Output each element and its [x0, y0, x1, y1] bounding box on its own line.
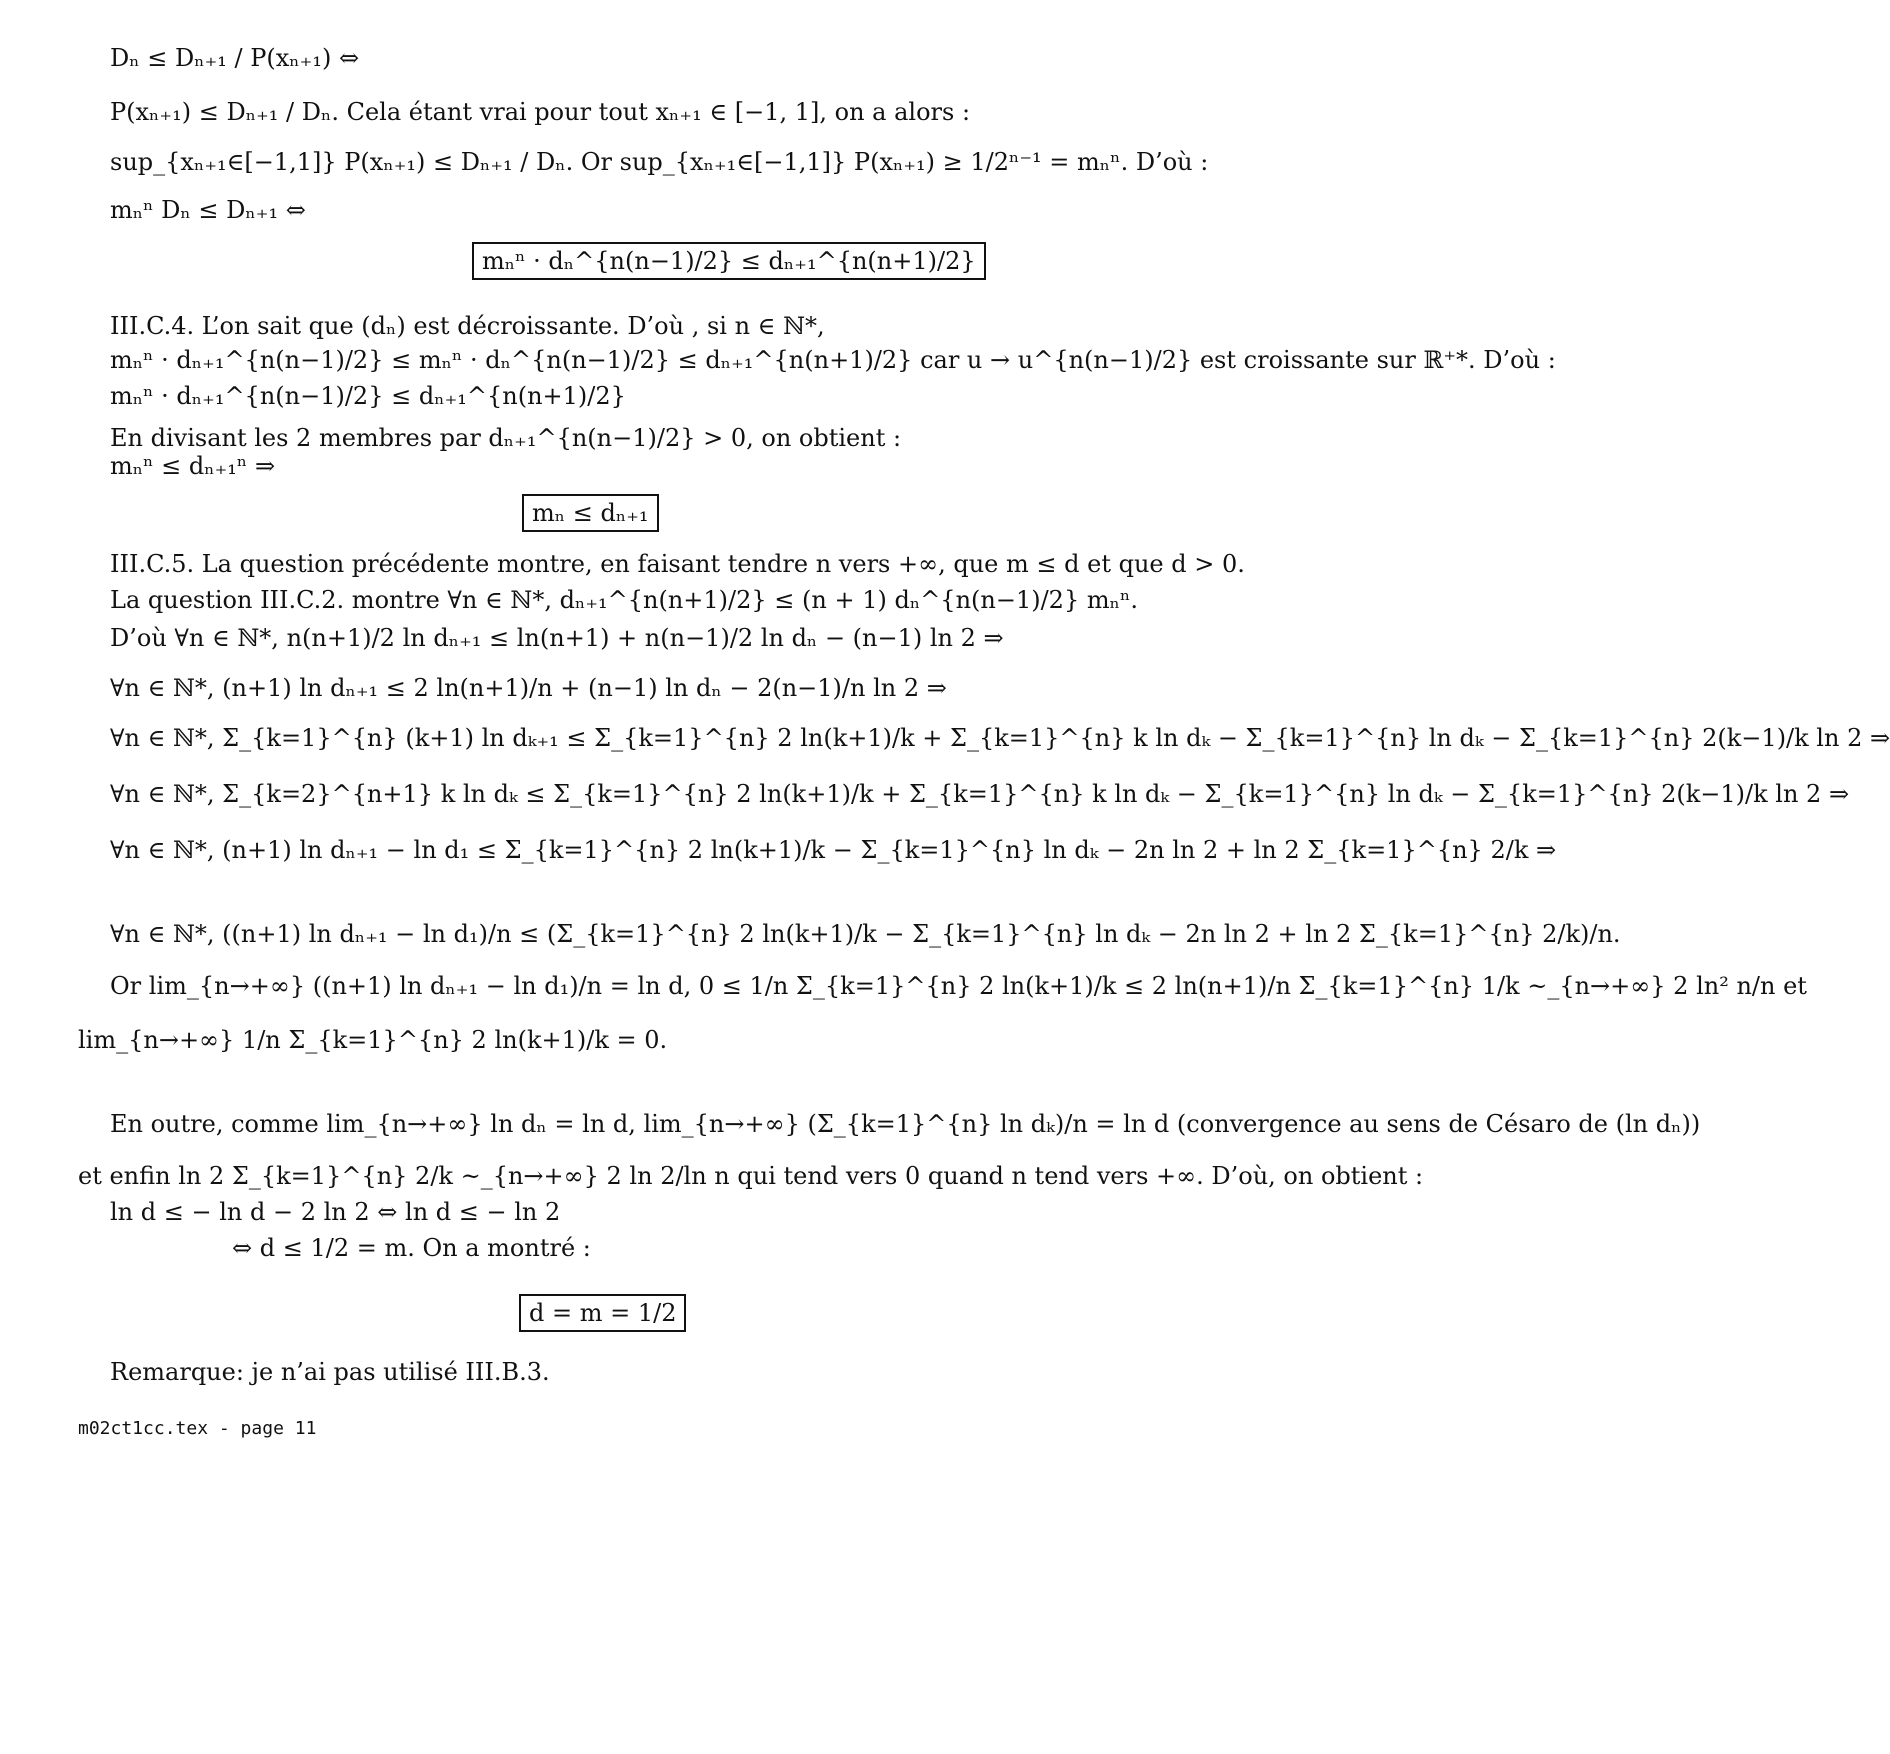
text-line: III.C.4. L’on sait que (dₙ) est décroissante. D’où , si n ∈ ℕ*, — [110, 312, 825, 340]
text-line: Remarque: je n’ai pas utilisé III.B.3. — [110, 1358, 550, 1386]
text-line: mₙⁿ ≤ dₙ₊₁ⁿ ⇒ — [110, 452, 276, 480]
text-line: mₙⁿ Dₙ ≤ Dₙ₊₁ ⇔ — [110, 196, 306, 224]
text-line: En divisant les 2 membres par dₙ₊₁^{n(n−1)/2} > 0, on obtient : — [110, 424, 902, 452]
boxed-result: d = m = 1/2 — [519, 1294, 686, 1332]
text-line: ln d ≤ − ln d − 2 ln 2 ⇔ ln d ≤ − ln 2 — [110, 1198, 561, 1226]
text-line: mₙⁿ · dₙ₊₁^{n(n−1)/2} ≤ dₙ₊₁^{n(n+1)/2} — [110, 382, 626, 410]
text-line: Dₙ ≤ Dₙ₊₁ / P(xₙ₊₁) ⇔ — [110, 44, 360, 72]
text-line: lim_{n→+∞} 1/n Σ_{k=1}^{n} 2 ln(k+1)/k = 0. — [78, 1026, 668, 1054]
text-line: En outre, comme lim_{n→+∞} ln dₙ = ln d, lim_{n→+∞} (Σ_{k=1}^{n} ln dₖ)/n = ln d (convergence au sens de Césaro de (ln dₙ)) — [110, 1110, 1701, 1138]
text-line: ⇔ d ≤ 1/2 = m. On a montré : — [232, 1234, 591, 1262]
text-line: III.C.5. La question précédente montre, en faisant tendre n vers +∞, que m ≤ d et que d > 0. — [110, 550, 1245, 578]
page-footer: m02ct1cc.tex - page 11 — [78, 1418, 317, 1439]
text-line: ∀n ∈ ℕ*, (n+1) ln dₙ₊₁ ≤ 2 ln(n+1)/n + (n−1) ln dₙ − 2(n−1)/n ln 2 ⇒ — [110, 674, 947, 702]
text-line: mₙⁿ · dₙ₊₁^{n(n−1)/2} ≤ mₙⁿ · dₙ^{n(n−1)/2} ≤ dₙ₊₁^{n(n+1)/2} car u → u^{n(n−1)/2} est croissante sur ℝ⁺*. D’où : — [110, 346, 1556, 374]
boxed-result: mₙ ≤ dₙ₊₁ — [522, 494, 659, 532]
text-line: ∀n ∈ ℕ*, ((n+1) ln dₙ₊₁ − ln d₁)/n ≤ (Σ_{k=1}^{n} 2 ln(k+1)/k − Σ_{k=1}^{n} ln dₖ − 2n ln 2 + ln 2 Σ_{k=1}^{n} 2/k)/n. — [110, 920, 1621, 948]
text-line: P(xₙ₊₁) ≤ Dₙ₊₁ / Dₙ. Cela étant vrai pour tout xₙ₊₁ ∈ [−1, 1], on a alors : — [110, 98, 971, 126]
text-line: La question III.C.2. montre ∀n ∈ ℕ*, dₙ₊₁^{n(n+1)/2} ≤ (n + 1) dₙ^{n(n−1)/2} mₙⁿ. — [110, 586, 1139, 614]
text-line: sup_{xₙ₊₁∈[−1,1]} P(xₙ₊₁) ≤ Dₙ₊₁ / Dₙ. Or sup_{xₙ₊₁∈[−1,1]} P(xₙ₊₁) ≥ 1/2ⁿ⁻¹ = mₙⁿ. D’où : — [110, 148, 1209, 176]
boxed-result: mₙⁿ · dₙ^{n(n−1)/2} ≤ dₙ₊₁^{n(n+1)/2} — [472, 242, 986, 280]
text-line: ∀n ∈ ℕ*, (n+1) ln dₙ₊₁ − ln d₁ ≤ Σ_{k=1}^{n} 2 ln(k+1)/k − Σ_{k=1}^{n} ln dₖ − 2n ln 2 + ln 2 Σ_{k=1}^{n} 2/k ⇒ — [110, 836, 1557, 864]
text-line: Or lim_{n→+∞} ((n+1) ln dₙ₊₁ − ln d₁)/n = ln d, 0 ≤ 1/n Σ_{k=1}^{n} 2 ln(k+1)/k ≤ 2 ln(n+1)/n Σ_{k=1}^{n} 1/k ~_{n→+∞} 2 ln² n/n et — [110, 972, 1807, 1000]
text-line: D’où ∀n ∈ ℕ*, n(n+1)/2 ln dₙ₊₁ ≤ ln(n+1) + n(n−1)/2 ln dₙ − (n−1) ln 2 ⇒ — [110, 624, 1004, 652]
text-line: ∀n ∈ ℕ*, Σ_{k=1}^{n} (k+1) ln dₖ₊₁ ≤ Σ_{k=1}^{n} 2 ln(k+1)/k + Σ_{k=1}^{n} k ln dₖ − Σ_{k=1}^{n} ln dₖ − Σ_{k=1}^{n} 2(k−1)/k ln 2 ⇒ — [110, 724, 1890, 752]
text-line: et enfin ln 2 Σ_{k=1}^{n} 2/k ~_{n→+∞} 2 ln 2/ln n qui tend vers 0 quand n tend vers +∞. D’où, on obtient : — [78, 1162, 1424, 1190]
text-line: ∀n ∈ ℕ*, Σ_{k=2}^{n+1} k ln dₖ ≤ Σ_{k=1}^{n} 2 ln(k+1)/k + Σ_{k=1}^{n} k ln dₖ − Σ_{k=1}^{n} ln dₖ − Σ_{k=1}^{n} 2(k−1)/k ln 2 ⇒ — [110, 780, 1850, 808]
